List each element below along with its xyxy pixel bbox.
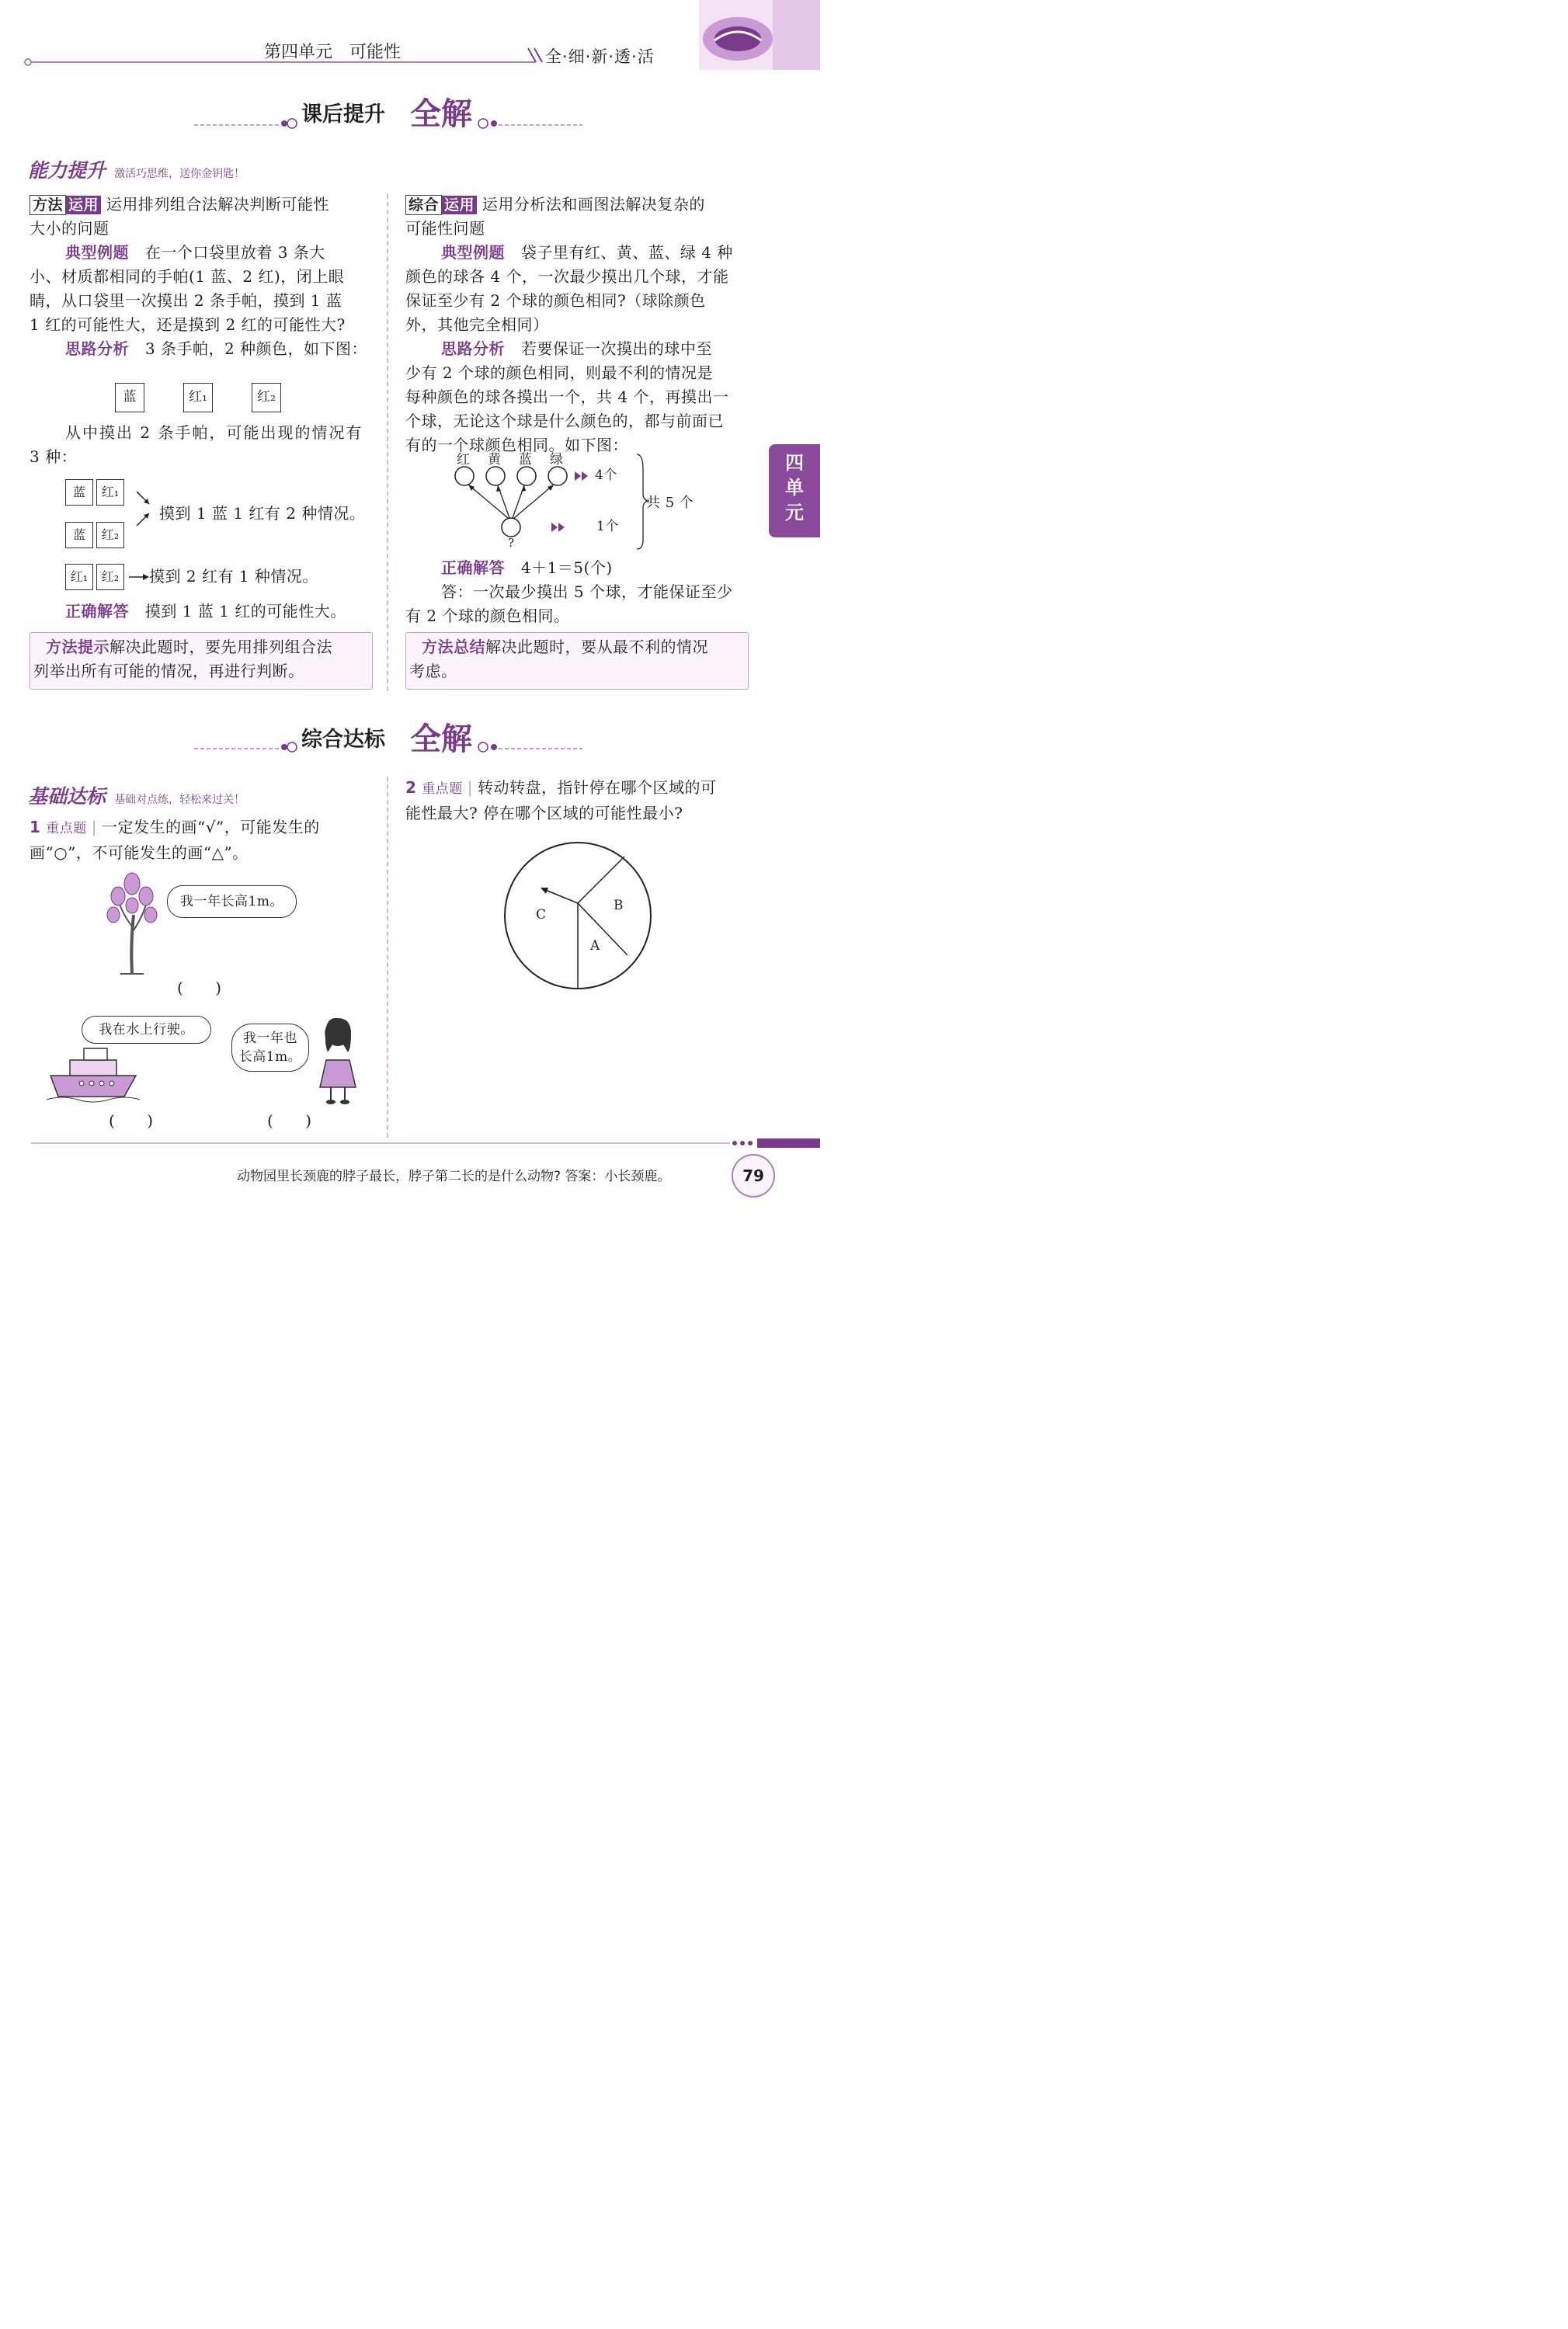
bubble-girl — [231, 1024, 309, 1072]
left-tip-label: 方法提示 — [46, 638, 110, 656]
handkerchief-red2: 红₂ — [252, 383, 281, 412]
right-example-line3: 保证至少有 2 个球的颜色相同?（球除颜色 — [405, 291, 706, 310]
q1-paren-3: ( ) — [267, 1111, 312, 1130]
right-answer-section — [405, 556, 755, 628]
q2-tag: 重点题 — [422, 781, 463, 797]
total-count: 共 5 个 — [646, 495, 694, 511]
case2-text: 摸到 2 红有 1 种情况。 — [149, 567, 318, 586]
left-from-line1: 从中摸出 2 条手帕，可能出现的情况有 — [65, 423, 363, 442]
bubble-girl-line2: 长高1m。 — [238, 1049, 302, 1065]
basic-sub: 基础对点练，轻松来过关！ — [114, 794, 245, 806]
right-tip-label: 方法总结 — [422, 638, 485, 656]
bubble-ship-text: 我在水上行驶。 — [99, 1022, 194, 1038]
handkerchief-blue: 蓝 — [115, 383, 144, 412]
pair1-a: 蓝 — [65, 479, 93, 506]
section-banner-1 — [0, 89, 820, 136]
right-analysis-line5: 有的一个球颜色相同。如下图： — [405, 436, 628, 454]
bubble-tree — [167, 885, 297, 918]
right-example-label: 典型例题 — [441, 243, 505, 262]
right-analysis-text1: 若要保证一次摸出的球中至 — [520, 339, 712, 358]
ball-extra — [502, 518, 520, 537]
side-tab-char3: 元 — [785, 502, 804, 523]
q1-paren-1: ( ) — [177, 979, 222, 997]
left-example-line4: 1 红的可能性大，还是摸到 2 红的可能性大? — [30, 315, 346, 334]
section2-title-b: 全解 — [410, 721, 472, 757]
count-1: 1个 — [596, 519, 619, 534]
region-b: B — [614, 898, 624, 913]
right-tip-box — [405, 632, 749, 690]
left-from-text — [30, 421, 379, 469]
page-number: 79 — [742, 1166, 764, 1185]
basic-label: 基础达标 — [28, 785, 106, 808]
region-a: A — [590, 938, 600, 954]
question-mark: ? — [508, 536, 515, 550]
q1-paren-2: ( ) — [109, 1111, 154, 1130]
right-heading — [405, 193, 755, 217]
case1-text: 摸到 1 蓝 1 红有 2 种情况。 — [159, 504, 366, 523]
right-answer-line — [405, 556, 755, 580]
bubble-ship — [82, 1016, 211, 1044]
footer-line — [0, 1134, 820, 1157]
count-4: 4个 — [595, 468, 617, 483]
left-tip-line2: 列举出所有可能的情况，再进行判断。 — [33, 662, 304, 680]
left-heading — [30, 193, 379, 217]
tag-method: 方法 — [30, 195, 66, 215]
section1-title-b: 全解 — [410, 96, 472, 132]
left-answer-line — [65, 600, 346, 624]
right-analysis-line2: 少有 2 个球的颜色相同，则最不利的情况是 — [405, 363, 713, 382]
left-example-line3: 睛，从口袋里一次摸出 2 条手帕，摸到 1 蓝 — [30, 291, 342, 310]
basic-header — [28, 781, 245, 809]
ability-label: 能力提升 — [28, 159, 106, 182]
right-analysis-line3: 每种颜色的球各摸出一个，共 4 个，再摸出一 — [405, 388, 729, 406]
q2-line1: 2 重点题 | 转动转盘，指针停在哪个区域的可 — [405, 778, 717, 797]
left-example-label: 典型例题 — [65, 243, 129, 262]
left-heading-text: 运用排列组合法解决判断可能性 — [106, 195, 329, 214]
footer-riddle: 动物园里长颈鹿的脖子最长，脖子第二长的是什么动物? 答案：小长颈鹿。 — [237, 1169, 671, 1184]
left-tip-box — [30, 632, 373, 690]
left-from-line2: 3 种： — [30, 447, 78, 466]
pair3-a: 红₁ — [65, 564, 93, 590]
arrow-4 — [575, 471, 588, 481]
column-divider-1 — [387, 194, 388, 691]
section-banner-2 — [0, 714, 820, 761]
right-example-line2: 颜色的球各 4 个，一次最少摸出几个球，才能 — [405, 267, 729, 286]
right-answer-label: 正确解答 — [441, 558, 505, 577]
pair1-b: 红₁ — [96, 479, 124, 506]
left-answer-text: 摸到 1 蓝 1 红的可能性大。 — [144, 602, 346, 620]
left-example-line1 — [30, 241, 379, 265]
header-decoration — [0, 0, 820, 70]
spinner-wheel — [497, 835, 652, 990]
left-example-line2: 小、材质都相同的手帕(1 蓝、2 红)，闭上眼 — [30, 267, 345, 286]
left-tip-text — [33, 635, 372, 683]
section1-title-a: 课后提升 — [301, 103, 385, 127]
right-analysis-line1 — [405, 337, 755, 361]
q1-number: 1 — [30, 818, 41, 836]
right-answer-line2: 有 2 个球的颜色相同。 — [405, 607, 570, 625]
q1-text2: 画“○”，不可能发生的画“△”。 — [30, 843, 249, 862]
header-bar — [0, 0, 820, 70]
left-heading-line2: 大小的问题 — [30, 219, 110, 238]
color-red: 红 — [457, 452, 471, 468]
pair2-a: 蓝 — [65, 522, 93, 548]
right-example-text1: 袋子里有红、黄、蓝、绿 4 种 — [520, 243, 733, 262]
right-heading-text: 运用分析法和画图法解决复杂的 — [482, 195, 705, 214]
pair2-b: 红₂ — [96, 522, 124, 548]
q2-number: 2 — [405, 778, 417, 797]
arrow-1 — [551, 523, 565, 532]
right-tip-text — [409, 635, 748, 683]
right-example-line4: 外，其他完全相同） — [405, 315, 549, 334]
chapter-title: 第四单元 可能性 — [264, 43, 402, 62]
column-divider-2 — [387, 777, 388, 1138]
girl-illustration — [311, 1013, 365, 1107]
left-method-section — [30, 193, 379, 361]
slogan: 全·细·新·透·活 — [545, 47, 655, 66]
bubble-tree-text: 我一年长高1m。 — [180, 894, 283, 909]
color-blue: 蓝 — [519, 452, 533, 468]
right-tip-line2: 考虑。 — [409, 662, 457, 680]
page-number-badge — [732, 1154, 775, 1198]
side-tab-char1: 四 — [785, 452, 804, 474]
tag-apply: 运用 — [66, 196, 101, 214]
left-analysis-label: 思路分析 — [65, 339, 129, 358]
handkerchief-red1: 红₁ — [183, 383, 213, 412]
question-1 — [30, 815, 379, 865]
ship-illustration — [47, 1041, 140, 1103]
question-2 — [405, 776, 755, 826]
right-analysis-line4: 个球，无论这个球是什么颜色的，都与前面已 — [405, 412, 724, 430]
tree-illustration — [101, 868, 163, 977]
region-c: C — [536, 907, 547, 923]
right-analysis-label: 思路分析 — [441, 339, 505, 358]
q1-text1: 一定发生的画“√”，可能发生的 — [102, 818, 320, 836]
color-yellow: 黄 — [488, 452, 502, 468]
right-answer-expr: 4＋1＝5(个) — [520, 558, 613, 577]
tag-comprehensive: 综合 — [405, 195, 442, 215]
color-green: 绿 — [550, 452, 564, 468]
right-heading-line2: 可能性问题 — [405, 219, 485, 238]
ability-sub: 激活巧思维，送你金钥匙！ — [114, 168, 245, 180]
side-tab-char2: 单 — [785, 477, 804, 499]
bubble-girl-line1: 我一年也 — [243, 1031, 297, 1046]
q1-tag: 重点题 — [46, 821, 87, 836]
q2-text2: 能性最大? 停在哪个区域的可能性最小? — [405, 804, 683, 822]
pair3-b: 红₂ — [96, 564, 124, 590]
right-tip-line1: 解决此题时，要从最不利的情况 — [485, 638, 708, 656]
left-example-text1: 在一个口袋里放着 3 条大 — [144, 243, 325, 262]
ability-header — [28, 155, 245, 183]
tag-apply-right: 运用 — [442, 196, 477, 214]
right-method-section — [405, 193, 755, 457]
section2-title-a: 综合达标 — [301, 728, 385, 752]
left-analysis-line — [30, 337, 379, 361]
unit-side-tab — [769, 444, 820, 537]
q1-line1: 1 重点题 | 一定发生的画“√”，可能发生的 — [30, 818, 320, 836]
left-answer-label: 正确解答 — [65, 602, 129, 620]
right-example-line1 — [405, 241, 755, 265]
q2-text1: 转动转盘，指针停在哪个区域的可 — [478, 778, 717, 797]
right-answer-line1: 答：一次最少摸出 5 个球，才能保证至少 — [441, 582, 733, 601]
left-analysis-text: 3 条手帕，2 种颜色，如下图： — [144, 339, 368, 358]
left-tip-line1: 解决此题时，要先用排列组合法 — [110, 638, 332, 656]
